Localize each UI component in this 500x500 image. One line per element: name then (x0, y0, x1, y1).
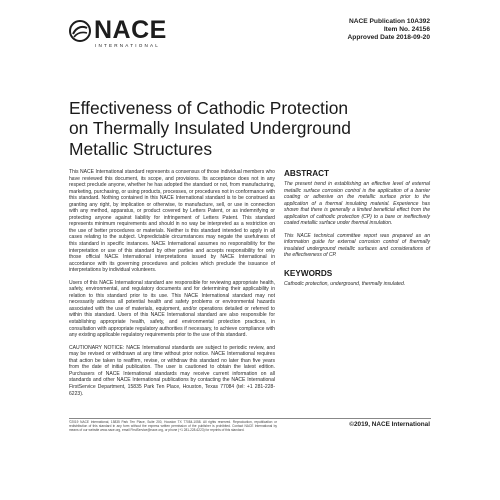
logo-tagline: INTERNATIONAL (95, 43, 161, 48)
publication-info (348, 18, 430, 43)
approved-date: Approved Date 2018-09-20 (347, 34, 430, 42)
logo-wordmark: NACE (94, 16, 167, 44)
responsibility-paragraph: Users of this NACE International standard are responsible for reviewing appropriate health, safety, environmental, and regulatory documents and for determining their applicability in relation to this standard prior to its use. This NACE International standard may not necessarily address all potential health and safety problems or environmental hazards associated with the use of materials, equipment, and/or operations detailed or referred to within this standard. Users of this NACE International standard are also responsible for establishing appropriate health, safety, and environmental protection practices, in consultation with appropriate regulatory authorities if necessary, to achieve compliance with any existing applicable regulatory requirements prior to the use of this standard. (69, 279, 275, 339)
consensus-paragraph: This NACE International standard represents a consensus of those individual members who have reviewed this document, its scope, and provisions. Its acceptance does not in any respect preclude anyone, whether he has adopted the standard or not, from manufacturing, marketing, purchasing, or using products, processes, or procedures not in conformance with this standard. Nothing contained in this NACE International standard is to be construed as granting any right, by implication or otherwise, to manufacture, sell, or use in connection with any method, apparatus, or product covered by Letters Patent, or as indemnifying or protecting anyone against liability for infringement of Letters Patent. This standard represents minimum requirements and should in no way be interpreted as a restriction on the use of better procedures or materials. Neither is this standard intended to apply in all cases relating to the subject. Unpredictable circumstances may negate the usefulness of this standard in specific instances. NACE International assumes no responsibility for the interpretation or use of this standard by other parties and accepts responsibility for only those official NACE International interpretations issued by NACE International in accordance with its governing procedures and policies which preclude the issuance of interpretations by individual volunteers. (69, 169, 275, 274)
item-number: Item No. 24156 (383, 26, 430, 34)
nace-globe-icon (69, 20, 91, 42)
cautionary-notice-paragraph: CAUTIONARY NOTICE: NACE International standards are subject to periodic review, and may be revised or withdrawn at any time without prior notice. NACE International requires that action be taken to reaffirm, revise, or withdraw this standard no later than five years from the date of initial publication. The user is cautioned to obtain the latest edition. Purchasers of NACE International standards may receive current information on all standards and other NACE International publications by contacting the NACE International FirstService Department, 15835 Park Ten Place, Houston, Texas 77084 (tel: +1 281-228-6223). (69, 344, 275, 397)
footer-divider (69, 418, 431, 419)
nace-logo (69, 18, 189, 50)
abstract-heading: ABSTRACT (284, 169, 330, 178)
abstract-paragraph: This NACE technical committee report was prepared as an information guide for external corrosion control of thermally insulated underground metallic surfaces and considerations of the effectiveness of CP. (284, 232, 430, 259)
publication-number: NACE Publication 10A392 (349, 18, 430, 25)
abstract-paragraph: The present trend in establishing an effective level of external metallic surface corrosion control is the application of a barrier coating or adhesive on the metallic surface prior to the application of a thermal insulating material. Experience has shown that there is generally a limited beneficial effect from the application of cathodic protection (CP) to a bare or ineffectively coated metallic surface under thermal insulation. (284, 181, 430, 227)
abstract-column (284, 169, 430, 288)
footer-fine-print: ©2019 NACE International, 15835 Park Ten Place, Suite 200, Houston TX 77084-1058. All rights reserved. Reproduction, republication or redistribution of this standard in any form without the express written permission of the publisher is prohibited. Contact NACE International by means of our website www.nace.org, email FirstService@nace.org, or phone (+1 281-228-6223) for reprints of this standard. (69, 420, 277, 433)
foreword-column (69, 169, 275, 403)
keywords-heading: KEYWORDS (284, 269, 333, 279)
copyright-notice: ©2019, NACE International (349, 421, 430, 428)
document-title: Effectiveness of Cathodic Protection on Thermally Insulated Underground Metallic Structures (69, 98, 351, 159)
keywords-text: Cathodic protection, underground, thermally insulated. (284, 281, 406, 288)
